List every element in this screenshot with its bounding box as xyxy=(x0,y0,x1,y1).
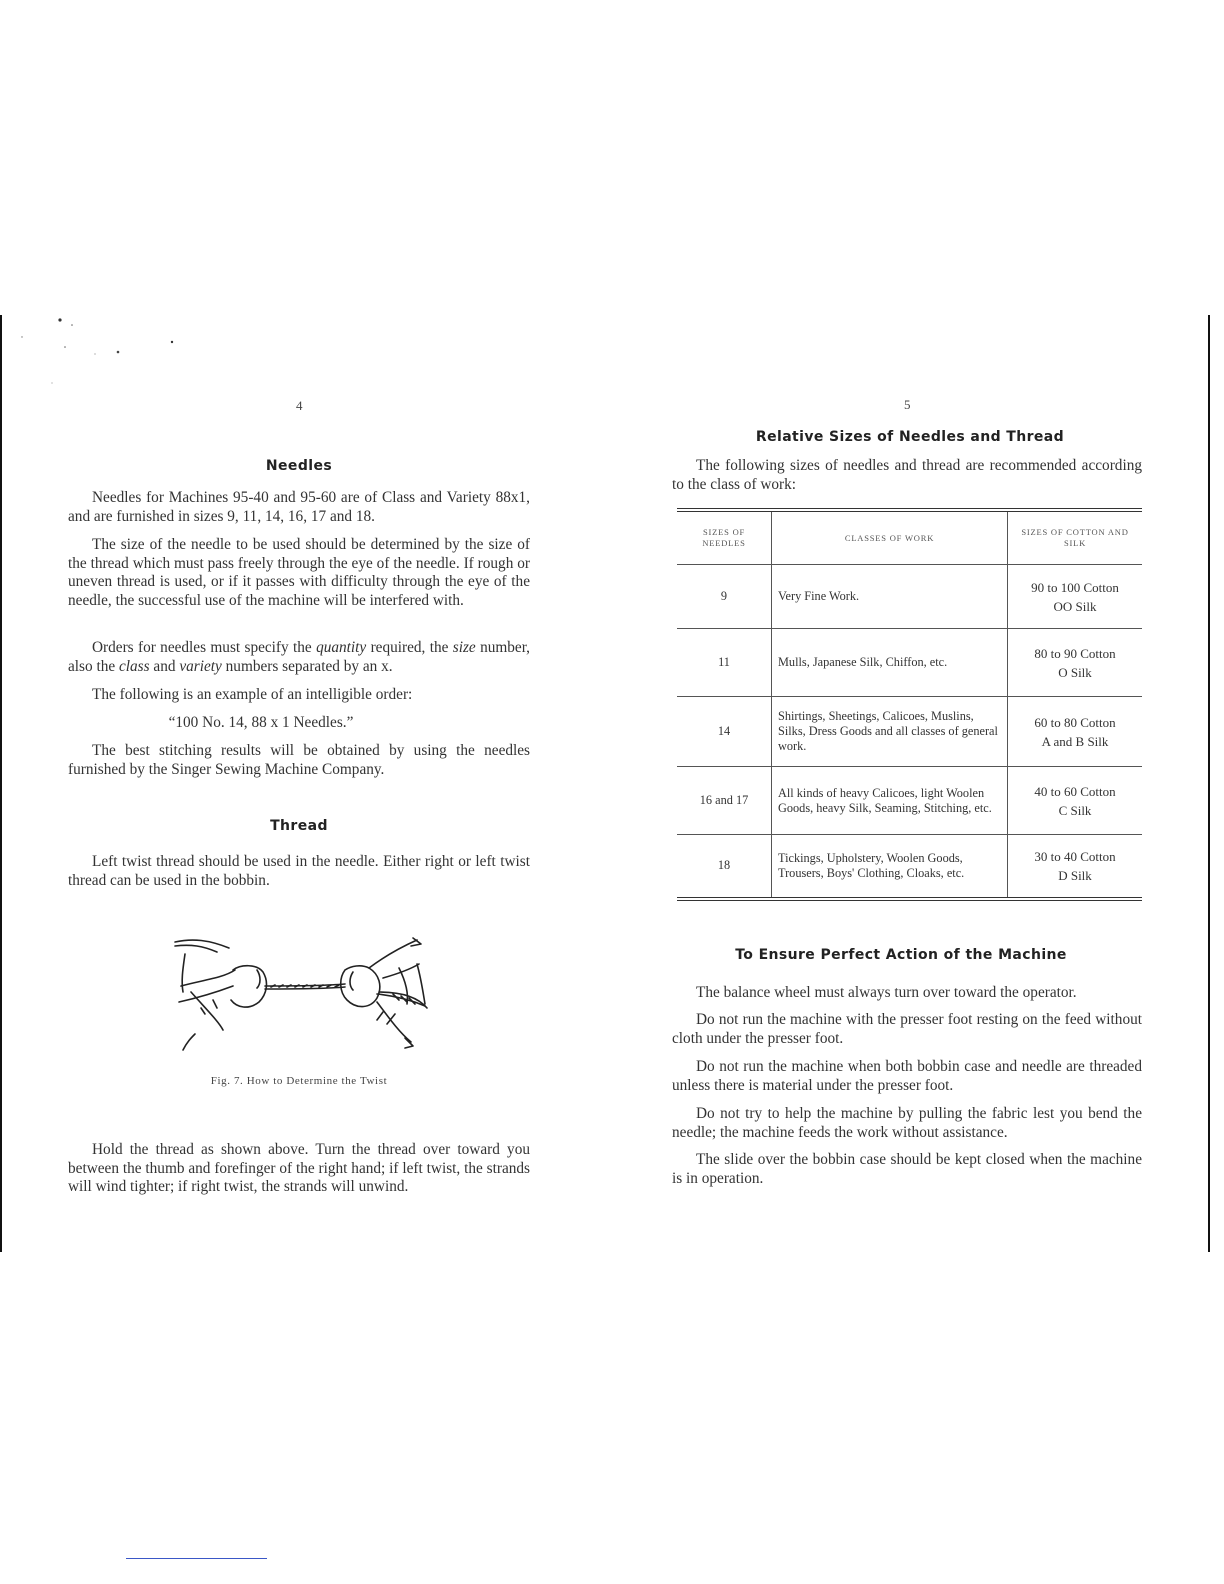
cotton-size: 40 to 60 Cotton xyxy=(1034,783,1116,799)
thread-size-cell xyxy=(1008,767,1143,835)
perfect-action-paragraph-3: Do not run the machine when both bobbin case and needle are threaded unless there is material under the presser foot. xyxy=(672,1058,1142,1094)
perfect-action-paragraph-1: The balance wheel must always turn over toward the operator. xyxy=(696,984,1077,1001)
relative-sizes-intro: The following sizes of needles and thread are recommended according to the class of work: xyxy=(672,457,1142,493)
cotton-size: 80 to 90 Cotton xyxy=(1034,645,1116,661)
figure-caption: Fig. 7. How to Determine the Twist xyxy=(210,1075,388,1087)
needle-size-cell: 14 xyxy=(677,697,772,767)
silk-size: A and B Silk xyxy=(1041,733,1109,749)
twist-hands-illustration xyxy=(173,934,433,1059)
cotton-size: 90 to 100 Cotton xyxy=(1031,579,1119,595)
thread-paragraph: Left twist thread should be used in the needle. Either right or left twist thread can be used in the bobbin. xyxy=(68,853,530,889)
table-row xyxy=(677,629,1142,697)
work-class-cell: Shirtings, Sheetings, Calicoes, Muslins, Silks, Dress Goods and all classes of general work. xyxy=(772,697,1008,767)
work-class-cell: Tickings, Upholstery, Woolen Goods, Trousers, Boys' Clothing, Cloaks, etc. xyxy=(772,835,1008,897)
needles-order-paragraph xyxy=(68,639,530,676)
header-sizes-of-cotton-and-silk: SIZES OF COTTON AND SILK xyxy=(1008,512,1143,565)
silk-size: D Silk xyxy=(1058,867,1092,883)
silk-size: O Silk xyxy=(1058,664,1092,680)
needles-closing-paragraph: The best stitching results will be obtained by using the needles furnished by the Singer Sewing Machine Company. xyxy=(68,742,530,778)
order-text-1: Orders for needles must specify the xyxy=(92,639,317,656)
work-class-cell: All kinds of heavy Calicoes, light Woolen Goods, heavy Silk, Seaming, Stitching, etc. xyxy=(772,767,1008,835)
needles-paragraph-1: Needles for Machines 95-40 and 95-60 are of Class and Variety 88x1, and are furnished in sizes 9, 11, 14, 16, 17 and 18. xyxy=(68,489,530,525)
perfect-action-paragraph-2: Do not run the machine with the presser foot resting on the feed without cloth under the presser foot. xyxy=(672,1011,1142,1047)
order-text-5: numbers separated by an x. xyxy=(221,657,393,675)
table-row xyxy=(677,565,1142,629)
thread-size-cell xyxy=(1008,835,1143,897)
cotton-size: 60 to 80 Cotton xyxy=(1034,714,1116,730)
example-intro: The following is an example of an intelligible order: xyxy=(92,686,413,703)
perfect-action-paragraph-4: Do not try to help the machine by pulling the fabric lest you bend the needle; the machine feeds the work without assistance. xyxy=(672,1105,1142,1141)
order-variety-emphasis: variety xyxy=(179,657,222,675)
example-order: “100 No. 14, 88 x 1 Needles.” xyxy=(168,714,354,731)
order-text-3: number, also the xyxy=(68,639,531,675)
needles-paragraph-2: The size of the needle to be used should be determined by the size of the thread which must pass freely through the eye of the needle. If rough or uneven thread is used, or if it passes with difficulty through the eye of the needle, the successful use of the machine will be interfered with. xyxy=(68,536,530,609)
scan-specks xyxy=(0,0,200,400)
needle-size-cell: 9 xyxy=(677,565,772,629)
thread-heading: Thread xyxy=(270,818,328,834)
silk-size: C Silk xyxy=(1058,802,1092,818)
perfect-action-heading: To Ensure Perfect Action of the Machine xyxy=(735,947,1067,963)
table-bottom-rule xyxy=(677,897,1142,901)
relative-sizes-heading: Relative Sizes of Needles and Thread xyxy=(755,429,1065,445)
perfect-action-paragraph-5: The slide over the bobbin case should be kept closed when the machine is in operation. xyxy=(672,1151,1142,1187)
sizes-table xyxy=(677,512,1142,897)
page-number: 4 xyxy=(296,398,303,413)
scan-edge-right xyxy=(1208,315,1210,1252)
work-class-cell: Very Fine Work. xyxy=(772,565,1008,629)
table-row xyxy=(677,835,1142,897)
order-text-4: and xyxy=(149,657,180,675)
cotton-size: 30 to 40 Cotton xyxy=(1034,848,1116,864)
needle-thread-table xyxy=(677,508,1142,901)
table-row xyxy=(677,767,1142,835)
thread-size-cell xyxy=(1008,697,1143,767)
silk-size: OO Silk xyxy=(1053,598,1097,614)
thread-size-cell xyxy=(1008,629,1143,697)
page-number: 5 xyxy=(904,397,911,412)
work-class-cell: Mulls, Japanese Silk, Chiffon, etc. xyxy=(772,629,1008,697)
scan-edge-left xyxy=(0,315,2,1252)
needles-heading: Needles xyxy=(265,458,333,474)
order-quantity-emphasis: quantity xyxy=(316,639,367,656)
header-sizes-of-needles: SIZES OF NEEDLES xyxy=(702,527,746,548)
hold-thread-paragraph: Hold the thread as shown above. Turn the thread over toward you between the thumb and forefinger of the right hand; if left twist, the strands will wind tighter; if right twist, the strands will unwind. xyxy=(68,1141,530,1195)
order-class-emphasis: class xyxy=(118,657,150,675)
thread-size-cell xyxy=(1008,565,1143,629)
header-classes-of-work: CLASSES OF WORK xyxy=(772,512,1008,565)
blue-underline xyxy=(126,1558,267,1559)
needle-size-cell: 16 and 17 xyxy=(677,767,772,835)
needle-size-cell: 11 xyxy=(677,629,772,697)
order-size-emphasis: size xyxy=(452,639,476,656)
table-row xyxy=(677,697,1142,767)
needle-size-cell: 18 xyxy=(677,835,772,897)
order-text-2: required, the xyxy=(366,639,453,656)
